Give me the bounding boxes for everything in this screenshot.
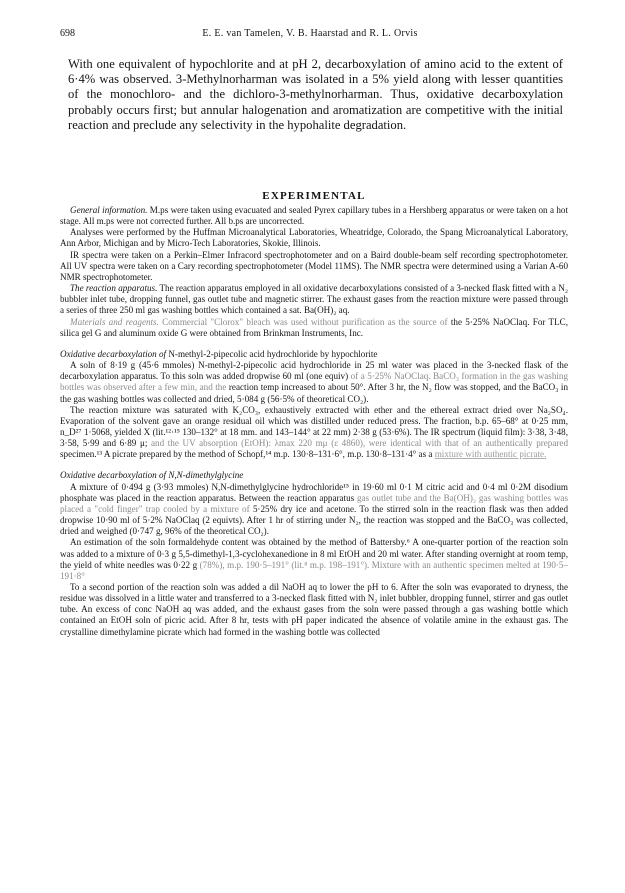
section-1-p2-tail: mixture with authentic picrate. <box>434 449 547 460</box>
section-2-paragraph-2 <box>60 537 568 582</box>
section-1-paragraph-2 <box>60 405 568 461</box>
page-number: 698 <box>60 28 75 39</box>
section-2-paragraph-3: To a second portion of the reaction soln was added a dil NaOH aq to lower the pH to 6. After the soln was evaporated to dryness, the residue was dissolved in a little water and transferred to a 3-necked flask fitted with N₂ inlet bubbler, dropping funnel, stirrer and gas outlet tube. An excess of conc NaOH aq was added, and the exhaust gases from the soln were passed through a gas washing bottle which contained an EtOH soln of picric acid. After 8 hr, tests with pH paper indicated the absence of volatile amine in the exhaust gas. The crystalline dimethylamine picrate which had formed in the washing bottle was collected <box>60 582 568 637</box>
section-1-p2-end: specimen.¹³ A picrate prepared by the method of Schopf,¹⁴ m.p. 130·8–131·6°, m.p. 130·8–131·4° as a <box>60 449 433 460</box>
section-2-p2: An estimation of the soln formaldehyde content was obtained by the method of Battersby.⁶ A one-quarter portion of the reaction soln was added to a mixture of 0·3 g 5,5-dimethyl-1,3-cyclohexanedione in 8 ml EtOH and 20 ml water. After standing overnight at room temp, the yield of white needles was 0·22 g <box>60 537 568 570</box>
section-1-title-b: N-methyl-2-pipecolic acid hydrochloride by hypochlorite <box>168 348 378 359</box>
experimental-heading: EXPERIMENTAL <box>262 190 366 202</box>
materials-text-faded: Commercial "Clorox" bleach was used without purification as the source of <box>158 316 448 327</box>
section-2-title <box>60 470 568 481</box>
general-information-paragraph <box>60 205 568 227</box>
section-1-title-a: Oxidative decarboxylation of <box>60 348 169 359</box>
section-1-p2-faded: and the UV absorption (EtOH): λmax 220 mμ (ε 4860), were identical with that of an authentically prepared <box>151 438 568 449</box>
general-information-text: M.ps were taken using evacuated and sealed Pyrex capillary tubes in a Hershberg apparatus or were taken on a hot stage. All m.ps were not corrected further. All b.ps are uncorrected. <box>60 205 568 227</box>
section-2-title-b: N,N-dimethylglycine <box>168 470 244 481</box>
materials-paragraph <box>60 317 568 339</box>
analyses-paragraph: Analyses were performed by the Huffman Microanalytical Laboratories, Wheatridge, Colorado, the Spang Microanalytical Laboratory, Ann Arbor, Michigan and by Micro-Tech Laboratories, Skokie, Illinois. <box>60 227 568 249</box>
running-head: E. E. van Tamelen, V. B. Haarstad and R. L. Orvis <box>202 28 418 39</box>
section-1-p1-faded: of a 5·25% NaOClaq. BaCO₃ formation in the gas washing bottles was observed after a few min, and the <box>60 371 568 393</box>
section-2-title-a: Oxidative decarboxylation of <box>60 470 169 481</box>
section-1-title <box>60 349 568 360</box>
page-header <box>60 28 560 42</box>
reaction-apparatus-paragraph <box>60 283 568 316</box>
section-2-p1: A mixture of 0·494 g (3·93 mmoles) N,N-dimethylglycine hydrochloride¹⁵ in 19·60 ml 0·1 M citric acid and 0·4 ml 0·2M disodium phosphate was placed in the reaction apparatus. Between the reaction apparatus <box>60 481 568 503</box>
section-1-paragraph-1 <box>60 360 568 405</box>
experimental-body <box>60 205 568 638</box>
reaction-apparatus-text: The reaction apparatus employed in all oxidative decarboxylations consisted of a 3-necked flask fitted with a N₂ bubbler inlet tube, dropping funnel, gas outlet tube and magnetic stirrer. The exhaust gases from the reaction mixture were passed through a series of three 250 ml gas washing bottles which contained a sat. Ba(OH)₂ aq. <box>60 283 568 316</box>
materials-text: the 5·25% NaOClaq. For TLC, silica gel G and aluminum oxide G were obtained from Brinkman Instruments, Inc. <box>60 316 568 338</box>
section-2-paragraph-1 <box>60 482 568 538</box>
section-1-p2: The reaction mixture was saturated with K₂CO₃, exhaustively extracted with ether and the ethereal extract dried over Na₂SO₄. Evaporation of the solvent gave an orange residual oil which was distilled under reduced press. The fraction, b.p. 65–68° at 0·25 mm, n_D²⁷ 1·5068, yielded X (lit.¹²·¹⁵ 130–132° at 18 mm. and 143–144° at 22 mm) 2·38 g (53·6%). The IR spectrum (liquid film): 3·38, 3·48, 3·58, 5·99 and 6·89 μ; <box>60 404 568 449</box>
section-1-p1: A soln of 8·19 g (45·6 mmoles) N-methyl-2-pipecolic acid hydrochloride in 25 ml water was placed in the 3-necked flask of the decarboxylation apparatus. To this soln was added dropwise 60 ml (one equiv) <box>60 360 568 382</box>
section-2-p1-faded: gas outlet tube and the Ba(OH)₂ gas washing bottles was placed a "cold finger" trap cooled by a mixture of <box>60 492 568 514</box>
intro-paragraph: With one equivalent of hypochlorite and at pH 2, decarboxylation of amino acid to the extent of 6·4% was observed. 3-Methylnorharman was isolated in a 5% yield along with lesser quantities of the monochloro- and the dichloro-3-methylnorharman. Thus, oxidative decarboxylation probably occurs first; but annular halogenation and aromatization are competitive with the initial reaction and preclude any selectivity in the hypohalite degradation. <box>68 57 563 132</box>
section-1-p1-end: reaction temp increased to about 50°. After 3 hr, the N₂ flow was stopped, and the BaCO₃ in the gas washing bottles was collected and dried, 5·084 g (56·5% of theoretical CO₂). <box>60 382 568 404</box>
reaction-apparatus-lead: The reaction apparatus. <box>70 283 158 294</box>
materials-lead: Materials and reagents. <box>70 316 159 327</box>
section-2-p2-faded: (78%), m.p. 190·5–191° (lit.⁸ m.p. 198–191°). Mixture with an authentic specimen melted at 190·5–191·8° <box>60 559 568 581</box>
general-information-lead: General information. <box>70 205 148 215</box>
section-2-p1-end: 5·25% dry ice and acetone. To the stirred soln in the reaction flask was then added dropwise 10·90 ml of 5·2% NaOClaq (2 equivts). After 1 hr of stirring under N₂, the reaction was stopped and the BaCO₃ was collected, dried and weighed (0·747 g, 96% of the theoretical CO₂). <box>60 503 569 537</box>
ir-spectra-paragraph: IR spectra were taken on a Perkin–Elmer Infracord spectrophotometer and on a Baird double-beam self recording spectrophotometer. All UV spectra were taken on a Cary recording spectrophotometer (Model 11MS). The NMR spectra were determined using a Varian A-60 NMR spectrophotometer. <box>60 249 568 282</box>
